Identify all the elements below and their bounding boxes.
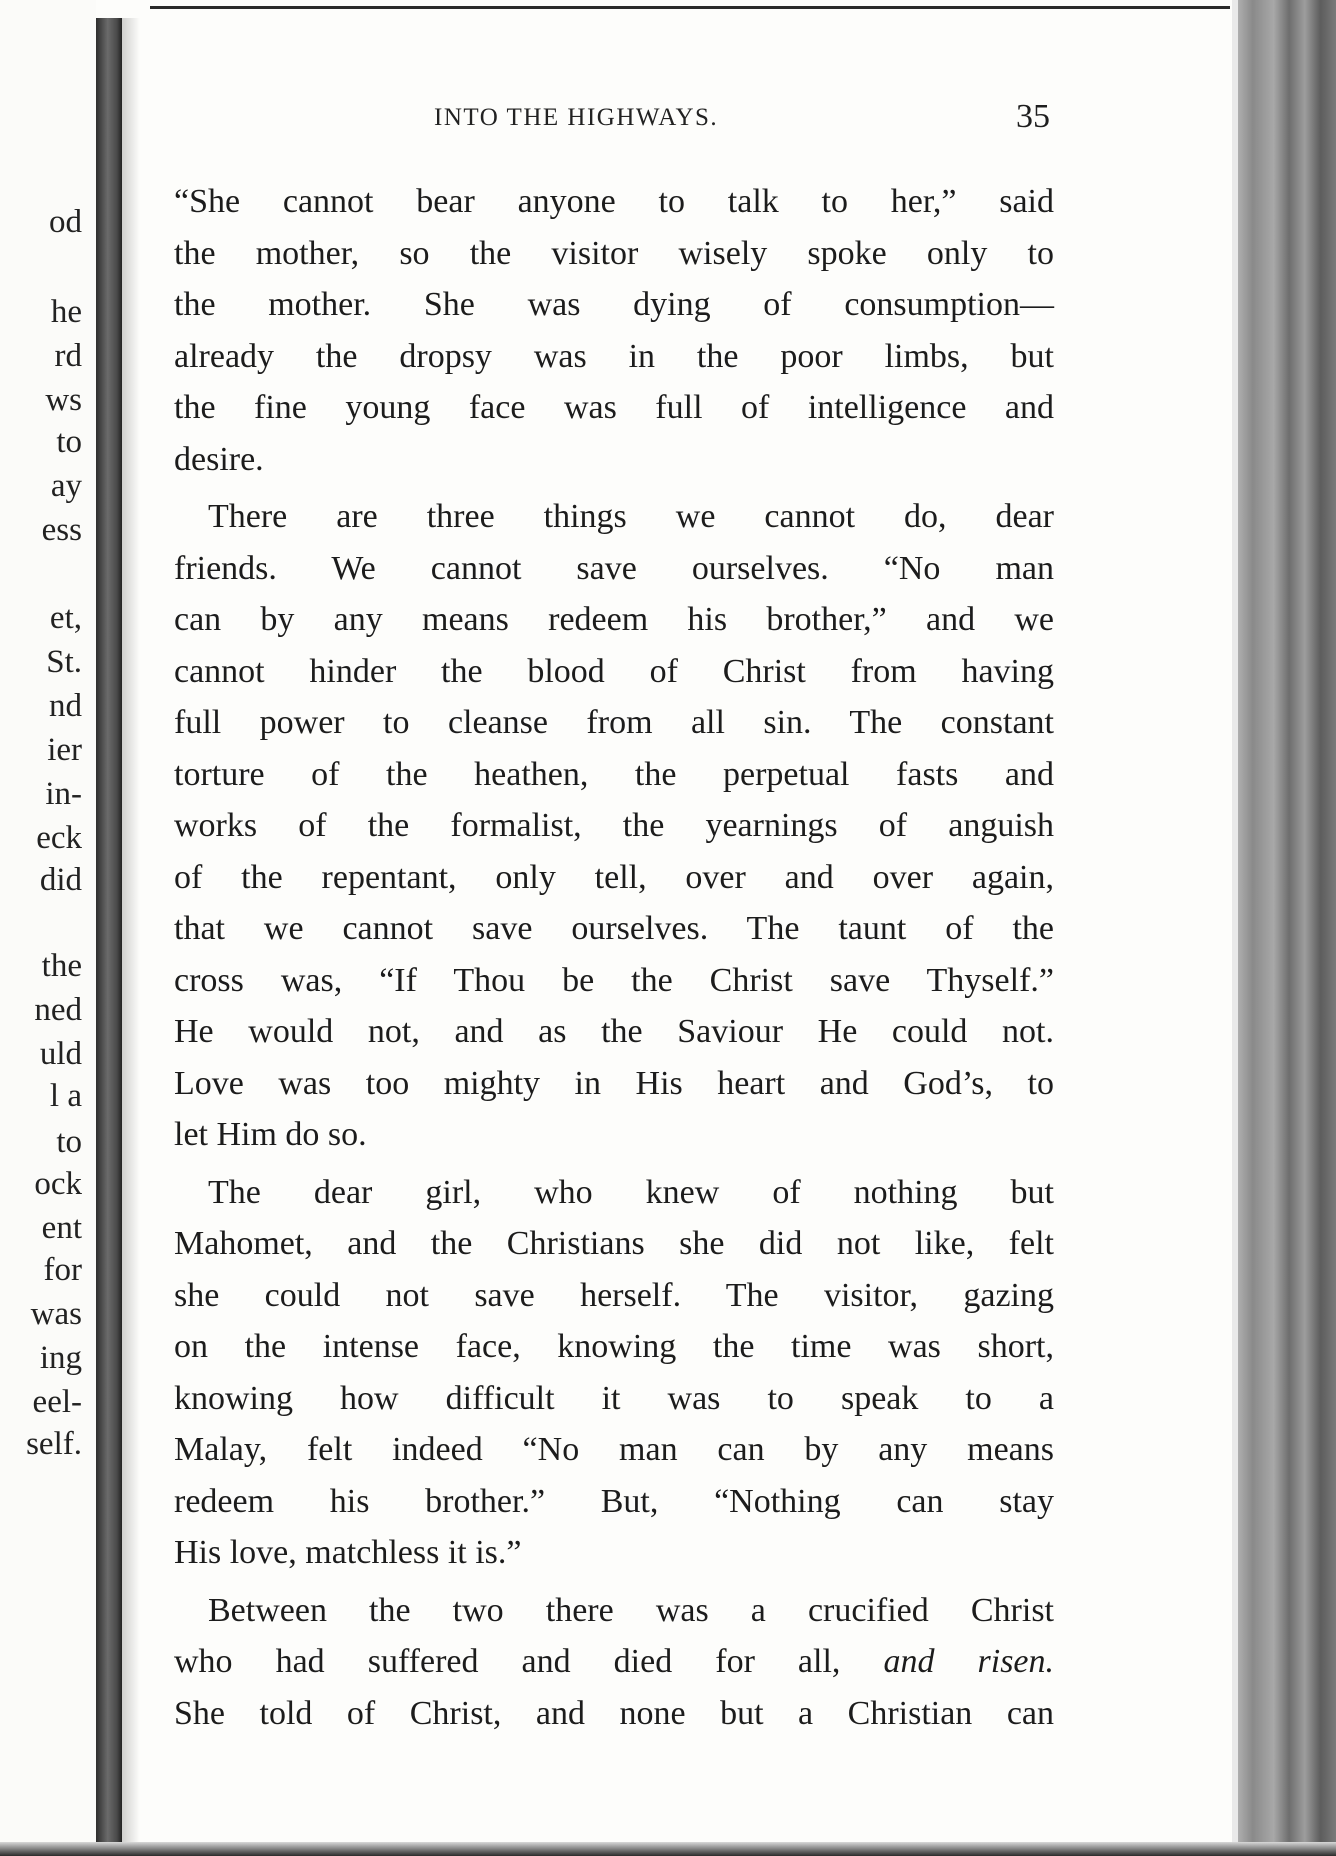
paragraph xyxy=(174,176,1054,485)
left-page-fragment: ws xyxy=(45,382,82,418)
text-line: let Him do so. xyxy=(174,1116,367,1153)
text-line: friends. We cannot save ourselves. “No man xyxy=(174,549,1054,587)
left-page-fragment: the xyxy=(41,948,82,984)
left-page-fragment: ock xyxy=(34,1166,82,1202)
text-line: works of the formalist, the yearnings of anguish xyxy=(174,807,1054,844)
text-line: of the repentant, only tell, over and over again, xyxy=(174,858,1054,896)
book-page xyxy=(174,0,1054,1856)
left-page-fragment: rd xyxy=(54,338,82,374)
book-page-edges xyxy=(1232,0,1336,1856)
text-line: knowing how difficult it was to speak to a xyxy=(174,1379,1054,1417)
text-line: the fine young face was full of intelligence and xyxy=(174,389,1054,426)
text-line: “She cannot bear anyone to talk to her,” said xyxy=(174,183,1054,220)
text-line: on the intense face, knowing the time was short, xyxy=(174,1328,1054,1365)
text-line: the mother. She was dying of consumption— xyxy=(174,286,1054,323)
page-number: 35 xyxy=(1016,98,1050,135)
text-line: redeem his brother.” But, “Nothing can stay xyxy=(174,1482,1054,1520)
text-line: she could not save herself. The visitor, gazing xyxy=(174,1276,1054,1314)
left-page-fragment: did xyxy=(39,862,82,898)
left-page-fragment: et, xyxy=(49,600,82,636)
paragraph xyxy=(174,1167,1054,1579)
left-page-fragment: ent xyxy=(41,1210,82,1246)
text-segment: who had suffered and died for all, xyxy=(174,1643,841,1680)
left-page-fragment: od xyxy=(49,204,82,240)
book-spine xyxy=(96,18,122,1856)
italic-phrase: and risen. xyxy=(883,1643,1055,1680)
left-page-fragment: he xyxy=(50,294,82,330)
left-page-fragment: to xyxy=(56,424,82,460)
gutter-shadow xyxy=(122,18,140,1856)
text-line: His love, matchless it is.” xyxy=(174,1534,522,1571)
paragraph xyxy=(174,1585,1054,1740)
left-page-fragment: nd xyxy=(49,688,82,724)
adjacent-left-page xyxy=(0,0,96,1856)
left-page-fragment: self. xyxy=(26,1426,82,1462)
text-line: Mahomet, and the Christians she did not like, felt xyxy=(174,1225,1054,1262)
left-page-fragment: to xyxy=(56,1124,82,1160)
text-line: Between the two there was a crucified Christ xyxy=(208,1591,1054,1629)
text-line: torture of the heathen, the perpetual fasts and xyxy=(174,755,1054,793)
body-text xyxy=(174,176,1054,1739)
text-line: can by any means redeem his brother,” and we xyxy=(174,601,1054,638)
left-page-fragment: eck xyxy=(36,820,82,856)
text-line: the mother, so the visitor wisely spoke only to xyxy=(174,234,1054,272)
text-line: that we cannot save ourselves. The taunt of the xyxy=(174,910,1054,947)
running-head xyxy=(174,98,1054,138)
text-line: Love was too mighty in His heart and God’s, to xyxy=(174,1064,1054,1102)
text-line: cannot hinder the blood of Christ from having xyxy=(174,652,1054,690)
text-line: desire. xyxy=(174,440,264,478)
text-line: full power to cleanse from all sin. The constant xyxy=(174,704,1054,741)
text-line: He would not, and as the Saviour He could not. xyxy=(174,1013,1054,1050)
text-line: Malay, felt indeed “No man can by any means xyxy=(174,1431,1054,1468)
left-page-fragment: ess xyxy=(41,512,82,548)
text-line: already the dropsy was in the poor limbs, but xyxy=(174,337,1054,375)
left-page-fragment: ay xyxy=(50,468,82,504)
left-page-fragment: was xyxy=(30,1296,82,1332)
text-line: There are three things we cannot do, dear xyxy=(208,498,1054,535)
left-page-fragment: ier xyxy=(47,732,82,768)
left-page-fragment: uld xyxy=(39,1036,82,1072)
text-line: She told of Christ, and none but a Christian can xyxy=(174,1694,1054,1732)
left-page-fragment: ing xyxy=(39,1340,82,1376)
left-page-fragment: l a xyxy=(49,1078,82,1114)
running-title: INTO THE HIGHWAYS. xyxy=(434,104,719,131)
text-line-with-italic xyxy=(174,1636,1054,1688)
paragraph xyxy=(174,491,1054,1161)
left-page-fragment: ned xyxy=(34,992,82,1028)
left-page-fragment: for xyxy=(43,1252,82,1288)
text-line: The dear girl, who knew of nothing but xyxy=(208,1173,1054,1211)
left-page-fragment: eel- xyxy=(32,1384,82,1420)
text-line: cross was, “If Thou be the Christ save Thyself.” xyxy=(174,961,1054,999)
left-page-fragment: St. xyxy=(46,644,82,680)
left-page-fragment: in- xyxy=(45,776,82,812)
